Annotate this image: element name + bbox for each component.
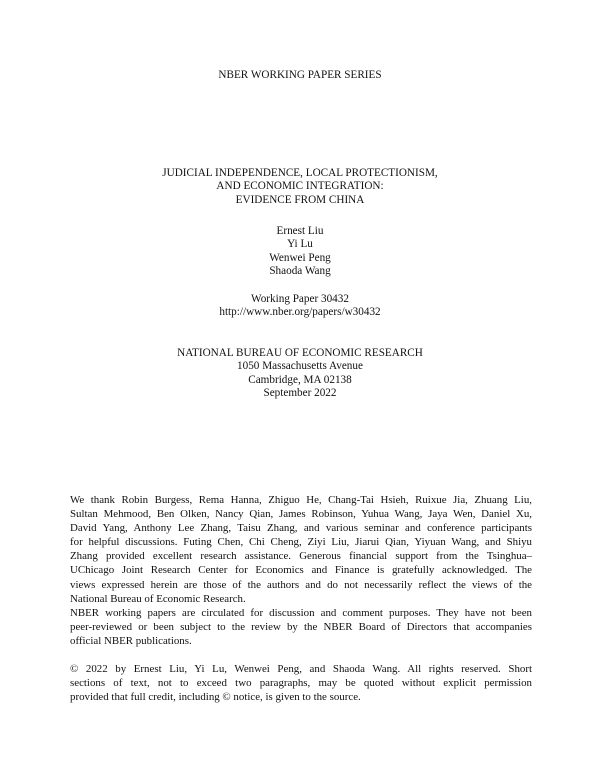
paragraph-line: UChicago Joint Research Center for Economics and Finance is gratefully acknowledged. The: [70, 564, 532, 577]
author-name: Shaoda Wang: [269, 264, 331, 277]
paragraph-line: David Yang, Anthony Lee Zhang, Taisu Zhang, and various seminar and conference participants: [70, 522, 532, 535]
paragraph-line: We thank Robin Burgess, Rema Hanna, Zhiguo He, Chang-Tai Hsieh, Ruixue Jia, Zhuang Liu,: [70, 494, 532, 506]
series-header: [0, 69, 600, 82]
paragraph-line: © 2022 by Ernest Liu, Yi Lu, Wenwei Peng, and Shaoda Wang. All rights reserved. Short: [70, 663, 532, 675]
paragraph-line: National Bureau of Economic Research.: [70, 592, 246, 605]
author-list: [0, 225, 600, 278]
author-name: Ernest Liu: [276, 225, 324, 237]
paragraph-line: for helpful discussions. Futing Chen, Chi Cheng, Ziyi Liu, Jiarui Qian, Yiyuan Wang, and Shiyu: [70, 536, 532, 549]
institution-name: NATIONAL BUREAU OF ECONOMIC RESEARCH: [177, 347, 423, 359]
working-paper-number: Working Paper 30432: [251, 293, 349, 305]
paragraph-line: NBER working papers are circulated for discussion and comment purposes. They have not been: [70, 607, 532, 619]
institution-street: 1050 Massachusetts Avenue: [237, 360, 363, 373]
acknowledgments-paragraph: [70, 493, 532, 606]
title-line: JUDICIAL INDEPENDENCE, LOCAL PROTECTIONISM,: [162, 167, 438, 179]
title-line: EVIDENCE FROM CHINA: [235, 193, 365, 206]
institution-city: Cambridge, MA 02138: [248, 373, 352, 386]
paragraph-line: provided that full credit, including © notice, is given to the source.: [70, 691, 361, 704]
disclaimer-paragraph: [70, 606, 532, 648]
working-paper-url[interactable]: http://www.nber.org/papers/w30432: [219, 306, 381, 319]
paragraph-line: Zhang provided excellent research assistance. Generous financial support from the Tsinghua–: [70, 550, 532, 563]
paper-title: [0, 167, 600, 207]
title-line: AND ECONOMIC INTEGRATION:: [216, 180, 384, 193]
working-paper-info: [0, 293, 600, 320]
paragraph-line: sections of text, not to exceed two paragraphs, may be quoted without explicit permission: [70, 677, 532, 690]
author-name: Yi Lu: [287, 238, 313, 251]
paragraph-line: peer-reviewed or been subject to the review by the NBER Board of Directors that accompanies: [70, 621, 532, 634]
author-name: Wenwei Peng: [269, 251, 331, 264]
publication-date: September 2022: [263, 386, 337, 399]
institution-block: [0, 347, 600, 400]
paragraph-line: Sultan Mehmood, Ben Olken, Nancy Qian, James Robinson, Yuhua Wang, Jaya Wen, Daniel Xu,: [70, 508, 532, 521]
copyright-paragraph: [70, 662, 532, 704]
paragraph-line: official NBER publications.: [70, 635, 192, 648]
series-header-text: NBER WORKING PAPER SERIES: [218, 69, 382, 81]
paragraph-line: views expressed herein are those of the authors and do not necessarily reflect the views of the: [70, 578, 532, 591]
